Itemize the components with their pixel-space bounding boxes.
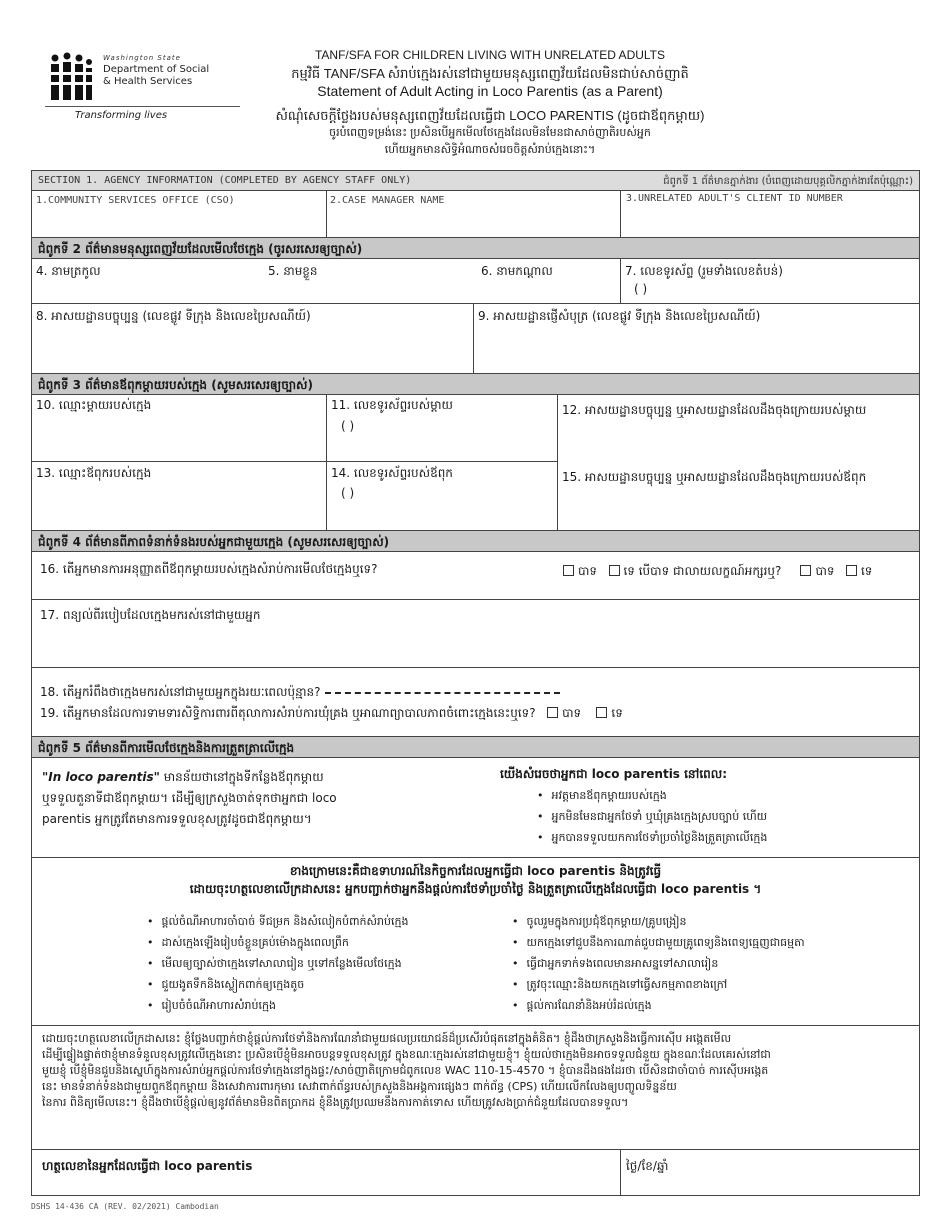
form-instructions-2: ហើយអ្នកមានសិទ្ធិអំណាចសំរេចចិត្តសំរាប់ក្មេងនោះ។ <box>384 144 596 156</box>
signature-field[interactable]: ហត្ថលេខានៃអ្នកដែលធ្វើជា loco parentis <box>42 1159 253 1173</box>
q16-options: បាទ ទេ បើបាទ ជាលាយលក្ខណ៍អក្សរឬ? បាទ ទេ <box>563 563 872 581</box>
form-subtitle: សំណុំសេចក្ដីថ្លែងរបស់មនុស្សពេញវ័យដែលធ្វើជា LOCO PARENTIS (ដូចជាឪពុកម្ដាយ) <box>275 108 705 123</box>
q19-no-checkbox[interactable] <box>596 707 607 718</box>
first-name-field[interactable]: 5. នាមខ្លួន <box>268 264 318 278</box>
section4-header: ជំពូកទី 4 ព័ត៌មានពីភាពទំនាក់ទំនងរបស់អ្នកជាមួយក្មេង (សូមសរសេរឲ្យច្បាស់) <box>32 530 919 552</box>
section2-header: ជំពូកទី 2 ព័ត៌មានមនុស្សពេញវ័យដែលមើលថែក្មេង (ចូរសរសេរឲ្យច្បាស់) <box>32 237 919 259</box>
form-title-en: TANF/SFA FOR CHILDREN LIVING WITH UNRELATED ADULTS <box>314 48 666 62</box>
mother-name-field[interactable]: 10. ឈ្មោះម្ដាយរបស់ក្មេង <box>36 398 152 412</box>
q19-yes-checkbox[interactable] <box>547 707 558 718</box>
mother-phone-field[interactable]: 11. លេខទូរស័ព្ទរបស់ម្ដាយ <box>331 398 453 412</box>
mother-address-field[interactable]: 12. អាសយដ្ឋានបច្ចុប្បន្ន ឬអាសយដ្ឋានដែលដឹងចុងក្រោយរបស់ម្ដាយ <box>562 403 867 417</box>
form-number: DSHS 14-436 CA (REV. 02/2021) Cambodian <box>31 1202 219 1211</box>
phone-field[interactable]: 7. លេខទូរស័ព្ទ (រួមទាំងលេខតំបន់) <box>625 264 783 278</box>
last-name-field[interactable]: 4. នាមត្រកូល <box>36 264 101 278</box>
father-phone-field[interactable]: 14. លេខទូរស័ព្ទរបស់ឪពុក <box>331 466 453 480</box>
form-body: SECTION 1. AGENCY INFORMATION (COMPLETED BY AGENCY STAFF ONLY) ជំពូកទី 1 ព័ត៌មានភ្នាក់ងារ (បំពេញដោយបុគ្គលិកភ្នាក់ងារតែប៉ុណ្ណោះ) 1.COMMUNITY SERVICES OFFICE (CSO) 2.CASE MANAGER NAME 3.UNRELATED ADULT'S CLIENT ID NUMBER ជំពូកទី 2 ព័ត៌មានមនុស្សពេញវ័យដែលមើលថែក្មេង (ចូរសរសេរឲ្យច្បាស់) 4. នាមត្រកូល 5. នាមខ្លួន 6. នាមកណ្ដាល 7. លេខទូរស័ព្ទ (រួមទាំងលេខតំបន់) ( ) 8. អាសយដ្ឋានបច្ចុប្បន្ន (លេខផ្លូវ ទីក្រុង និងលេខប្រៃសណីយ៍) 9. អាសយដ្ឋានផ្ញើសំបុត្រ (លេខផ្លូវ ទីក្រុង និងលេខប្រៃសណីយ៍) ជំពូកទី 3 ព័ត៌មានឪពុកម្ដាយរបស់ក្មេង (សូមសរសេរឲ្យច្បាស់) 10. ឈ្មោះម្ដាយរបស់ក្មេង 11. លេខទូរស័ព្ទរបស់ម្ដាយ ( ) 12. អាសយដ្ឋានបច្ចុប្បន្ន ឬអាសយដ្ឋានដែលដឹងចុងក្រោយរបស់ម្ដាយ 13. ឈ្មោះឪពុករបស់ក្មេង 14. លេខទូរស័ព្ទរបស់ឪពុក ( ) 15. អាសយដ្ឋានបច្ចុប្បន្ន ឬអាសយដ្ឋានដែលដឹងចុងក្រោយរបស់ឪពុក ជំពូកទី 4 ព័ត៌មានពីភាពទំនាក់ទំនងរបស់អ្នកជាមួយក្មេង (សូមសរសេរឲ្យច្បាស់) 16. តើអ្នកមានការអនុញ្ញាតពីឪពុកម្ដាយរបស់ក្មេងសំរាប់ការមើលថែក្មេងឬទេ? បាទ ទេ បើបាទ ជាលាយលក្ខណ៍អក្សរឬ? បាទ ទេ 17. ពន្យល់ពីរបៀបដែលក្មេងមករស់នៅជាមួយអ្នក 18. តើអ្នករំពឹងថាក្មេងមករស់នៅជាមួយអ្នកក្នុងរយៈពេលប៉ុន្មាន? 19. តើអ្នកមានដែលការទាមទារសិទ្ធិការពារពីតុលាការសំរាប់ការឃុំគ្រង ឬអាណាព្យាបាលភាពចំពោះក្មេងនេះឬទេ? បាទ ទេ ជំពូកទី 5 ព័ត៌មានពីការមើលថែក្មេងនិងការត្រួតត្រាលើក្មេង "In loco parentis" មានន័យថានៅក្នុងទីកន្លែងឪពុកម្ដាយ ឬទទួលតួនាទីជាឪពុកម្ដាយ។ ដើម្បីឲ្យក្រសួងចាត់ទុកថាអ្នកជា loco parentis អ្នកត្រូវតែមានការទទួលខុសត្រូវដូចជាឪពុកម្ដាយ។ យើងសំរេចថាអ្នកជា loco parentis នៅពេល: • អវត្តមានឪពុកម្ដាយរបស់ក្មេង • អ្នកមិនមែនជាអ្នកថែទាំ ឬឃុំគ្រងក្មេងស្របច្បាប់ ហើយ • អ្នកបានទទួលយកការថែទាំប្រចាំថ្ងៃនិងត្រួតត្រាលើក្មេង ខាងក្រោមនេះគឺជាឧទាហរណ៍នៃកិច្ចការដែលអ្នកធ្វើជា loco parentis និងត្រូវធ្វើ ដោយចុះហត្ថលេខាលើក្រដាសនេះ អ្នកបញ្ជាក់ថាអ្នកនឹងផ្ដល់ការថែទាំប្រចាំថ្ងៃ និងត្រួតត្រាលើក្មេងដែលធ្វើជា loco parentis ។ • ផ្ដល់ចំណីអាហារចាំបាច់ ទីជម្រក និងសំលៀកបំពាក់សំរាប់ក្មេង • ដាស់ក្មេងឡើងរៀបចំខ្លួនគ្រប់ម៉ោងក្នុងពេលព្រឹក • មើលឲ្យច្បាស់ថាក្មេងទៅសាលារៀន ឬទៅកន្លែងមើលថែក្មេង • ជួយងូតទឹកនិងស្លៀកពាក់ឲ្យក្មេងតូច • រៀបចំចំណីអាហារសំរាប់ក្មេង • ចូលរួមក្នុងការប្រជុំឪពុកម្ដាយ/គ្រូបង្រៀន • យកក្មេងទៅជួបនឹងការណាត់ជួបជាមួយគ្រូពេទ្យនិងពេទ្យធ្មេញជាធម្មតា • ធ្វើជាអ្នកទាក់ទងពេលមានអាសន្នទៅសាលារៀន • ត្រូវចុះឈ្មោះនិងយកក្មេងទៅធ្វើសកម្មភាពខាងក្រៅ • ផ្ដល់ការណែនាំនិងអប់រំដល់ក្មេង ដោយចុះហត្ថលេខាលើក្រដាសនេះ ខ្ញុំថ្លែងបញ្ជាក់ថាខ្ញុំផ្ដល់ការថែទាំនិងការណែនាំជាមួយផលប្រយោជន៍ដ៏ប្រសើរបំផុតនៅក្នុងគំនិត។ ខ្ញុំដឹងថាក្រសួងនិងធ្វើការស៊ើប អង្កេតមើល ដើម្បីផ្ទៀងផ្ទាត់ថាខ្ញុំមានទំនួលខុសត្រូវលើក្មេងនោះ ប្រសិនបើខ្ញុំមិនអាចបន្តទទួលខុសត្រូវ ក្នុងខណៈក្មេងរស់នៅជាមួយខ្ញុំ។ ខ្ញុំយល់ថាក្មេងមិនអាចទទួលជំនួយ ក្នុងខណៈដែលគេរស់នៅជា មួយខ្ញុំ បើខ្ញុំមិនជួបនិងស្នេហ៍ក្នុងការសំរាប់អ្នកផ្ដល់ការថែទាំក្មេងនៅក្នុងផ្ទះ/សាច់ញាតិក្រោមជំពូកលេខ WAC 110-15-4570 ។ ខ្ញុំបានដឹងផងដែរថា បើសិនជាចាំបាច់ ការស៊ើបអង្កេត នេះ មានទំនាក់ទំនងជាមួយពួកឪពុកម្ដាយ និងសេវាការពារកុមារ សេវាពាក់ព័ន្ធរបស់ក្រសួងនិងអង្គការផ្សេងៗ ពាក់ព័ន្ធ (CPS) ហើយលើកលែងឲ្យបញ្ចូលទិន្នន័យ នៃការ ពិនិត្យមើលនេះ។ ខ្ញុំដឹងថាបើខ្ញុំផ្ដល់ឲ្យនូវព័ត៌មានមិនពិតប្រាកដ ខ្ញុំនឹងត្រូវប្រឈមនឹងការកាត់ទោស ហើយត្រូវសងប្រាក់ជំនួយដែលបានទទួល។ ហត្ថលេខានៃអ្នកដែលធ្វើជា loco parentis ថ្ងៃ/ខែ/ឆ្នាំ <box>31 170 920 1196</box>
consider-title: យើងសំរេចថាអ្នកជា loco parentis នៅពេល: <box>500 767 728 781</box>
section1-header: SECTION 1. AGENCY INFORMATION (COMPLETED BY AGENCY STAFF ONLY) ជំពូកទី 1 ព័ត៌មានភ្នាក់ងារ (បំពេញដោយបុគ្គលិកភ្នាក់ងារតែប៉ុណ្ណោះ) <box>32 171 919 191</box>
agency-state: Washington State <box>103 54 181 62</box>
q16-written-yes-checkbox[interactable] <box>800 565 811 576</box>
q19-text: 19. តើអ្នកមានដែលការទាមទារសិទ្ធិការពារពីតុលាការសំរាប់ការឃុំគ្រង ឬអាណាព្យាបាលភាពចំពោះក្មេងនេះឬទេ? បាទ ទេ <box>40 706 623 720</box>
q16-yes-checkbox[interactable] <box>563 565 574 576</box>
form-title-km: កម្មវិធី TANF/SFA សំរាប់ក្មេងរស់នៅជាមួយមនុស្សពេញវ័យដែលមិនជាប់សាច់ញាតិ <box>291 66 689 81</box>
q16-text: 16. តើអ្នកមានការអនុញ្ញាតពីឪពុកម្ដាយរបស់ក្មេងសំរាប់ការមើលថែក្មេងឬទេ? <box>40 562 378 576</box>
q16-no-checkbox[interactable] <box>609 565 620 576</box>
q17-explain-field[interactable]: 17. ពន្យល់ពីរបៀបដែលក្មេងមករស់នៅជាមួយអ្នក <box>40 608 261 622</box>
loco-parentis-definition: "In loco parentis" មានន័យថានៅក្នុងទីកន្លែងឪពុកម្ដាយ ឬទទួលតួនាទីជាឪពុកម្ដាយ។ ដើម្បីឲ្យក្រសួងចាត់ទុកថាអ្នកជា loco parentis អ្នកត្រូវតែមានការទទួលខុសត្រូវដូចជាឪពុកម្ដាយ។ <box>42 770 337 826</box>
date-field[interactable]: ថ្ងៃ/ខែ/ឆ្នាំ <box>626 1159 669 1173</box>
current-address-field[interactable]: 8. អាសយដ្ឋានបច្ចុប្បន្ន (លេខផ្លូវ ទីក្រុង និងលេខប្រៃសណីយ៍) <box>36 309 311 323</box>
mailing-address-field[interactable]: 9. អាសយដ្ឋានផ្ញើសំបុត្រ (លេខផ្លូវ ទីក្រុង និងលេខប្រៃសណីយ៍) <box>478 309 761 323</box>
duties-title-2: ដោយចុះហត្ថលេខាលើក្រដាសនេះ អ្នកបញ្ជាក់ថាអ្នកនឹងផ្ដល់ការថែទាំប្រចាំថ្ងៃ និងត្រួតត្រាលើក្មេងដែលធ្វើជា loco parentis ។ <box>189 882 762 896</box>
duties-left-list: • ផ្ដល់ចំណីអាហារចាំបាច់ ទីជម្រក និងសំលៀកបំពាក់សំរាប់ក្មេង • ដាស់ក្មេងឡើងរៀបចំខ្លួនគ្រប់ម៉ោងក្នុងពេលព្រឹក • មើលឲ្យច្បាស់ថាក្មេងទៅសាលារៀន ឬទៅកន្លែងមើលថែក្មេង • ជួយងូតទឹកនិងស្លៀកពាក់ឲ្យក្មេងតូច • រៀបចំចំណីអាហារសំរាប់ក្មេង <box>147 911 408 1016</box>
client-id-field[interactable]: 3.UNRELATED ADULT'S CLIENT ID NUMBER <box>626 193 843 204</box>
duties-title-1: ខាងក្រោមនេះគឺជាឧទាហរណ៍នៃកិច្ចការដែលអ្នកធ្វើជា loco parentis និងត្រូវធ្វើ <box>289 864 662 878</box>
form-statement: Statement of Adult Acting in Loco Parentis (as a Parent) <box>317 83 663 99</box>
agency-tagline: Transforming lives <box>75 110 168 121</box>
family-logo-icon <box>45 52 97 102</box>
q18-duration-field[interactable]: 18. តើអ្នករំពឹងថាក្មេងមករស់នៅជាមួយអ្នកក្នុងរយៈពេលប៉ុន្មាន? <box>40 684 560 702</box>
father-name-field[interactable]: 13. ឈ្មោះឪពុករបស់ក្មេង <box>36 466 152 480</box>
cso-field[interactable]: 1.COMMUNITY SERVICES OFFICE (CSO) <box>36 195 235 206</box>
section5-header: ជំពូកទី 5 ព័ត៌មានពីការមើលថែក្មេងនិងការត្រួតត្រាលើក្មេង <box>32 736 919 758</box>
duties-right-list: • ចូលរួមក្នុងការប្រជុំឪពុកម្ដាយ/គ្រូបង្រៀន • យកក្មេងទៅជួបនឹងការណាត់ជួបជាមួយគ្រូពេទ្យនិងពេទ្យធ្មេញជាធម្មតា • ធ្វើជាអ្នកទាក់ទងពេលមានអាសន្នទៅសាលារៀន • ត្រូវចុះឈ្មោះនិងយកក្មេងទៅធ្វើសកម្មភាពខាងក្រៅ • ផ្ដល់ការណែនាំនិងអប់រំដល់ក្មេង <box>512 911 805 1016</box>
attestation-text: ដោយចុះហត្ថលេខាលើក្រដាសនេះ ខ្ញុំថ្លែងបញ្ជាក់ថាខ្ញុំផ្ដល់ការថែទាំនិងការណែនាំជាមួយផលប្រយោជន៍ដ៏ប្រសើរបំផុតនៅក្នុងគំនិត។ ខ្ញុំដឹងថាក្រសួងនិងធ្វើការស៊ើប អង្កេតមើល ដើម្បីផ្ទៀងផ្ទាត់ថាខ្ញុំមានទំនួលខុសត្រូវលើក្មេងនោះ ប្រសិនបើខ្ញុំមិនអាចបន្តទទួលខុសត្រូវ ក្នុងខណៈក្មេងរស់នៅជាមួយខ្ញុំ។ ខ្ញុំយល់ថាក្មេងមិនអាចទទួលជំនួយ ក្នុងខណៈដែលគេរស់នៅជា មួយខ្ញុំ បើខ្ញុំមិនជួបនិងស្នេហ៍ក្នុងការសំរាប់អ្នកផ្ដល់ការថែទាំក្មេងនៅក្នុងផ្ទះ/សាច់ញាតិក្រោមជំពូកលេខ WAC 110-15-4570 ។ ខ្ញុំបានដឹងផងដែរថា បើសិនជាចាំបាច់ ការស៊ើបអង្កេត នេះ មានទំនាក់ទំនងជាមួយពួកឪពុកម្ដាយ និងសេវាការពារកុមារ សេវាពាក់ព័ន្ធរបស់ក្រសួងនិងអង្គការផ្សេងៗ ពាក់ព័ន្ធ (CPS) ហើយលើកលែងឲ្យបញ្ចូលទិន្នន័យ នៃការ ពិនិត្យមើលនេះ។ ខ្ញុំដឹងថាបើខ្ញុំផ្ដល់ឲ្យនូវព័ត៌មានមិនពិតប្រាកដ ខ្ញុំនឹងត្រូវប្រឈមនឹងការកាត់ទោស ហើយត្រូវសងប្រាក់ជំនួយដែលបានទទួល។ <box>42 1032 771 1109</box>
case-manager-field[interactable]: 2.CASE MANAGER NAME <box>330 195 445 206</box>
agency-name: Department of Social & Health Services <box>103 64 210 87</box>
middle-name-field[interactable]: 6. នាមកណ្ដាល <box>481 264 553 278</box>
consider-list: • អវត្តមានឪពុកម្ដាយរបស់ក្មេង • អ្នកមិនមែនជាអ្នកថែទាំ ឬឃុំគ្រងក្មេងស្របច្បាប់ ហើយ • អ្នកបានទទួលយកការថែទាំប្រចាំថ្ងៃនិងត្រួតត្រាលើក្មេង <box>537 785 767 848</box>
form-instructions-1: ចូរបំពេញទម្រង់នេះ ប្រសិនបើអ្នកមើលថែក្មេងដែលមិនមែនជាសាច់ញាតិរបស់អ្នក <box>329 127 651 139</box>
father-address-field[interactable]: 15. អាសយដ្ឋានបច្ចុប្បន្ន ឬអាសយដ្ឋានដែលដឹងចុងក្រោយរបស់ឪពុក <box>562 470 867 484</box>
section3-header: ជំពូកទី 3 ព័ត៌មានឪពុកម្ដាយរបស់ក្មេង (សូមសរសេរឲ្យច្បាស់) <box>32 373 919 395</box>
q16-written-no-checkbox[interactable] <box>846 565 857 576</box>
